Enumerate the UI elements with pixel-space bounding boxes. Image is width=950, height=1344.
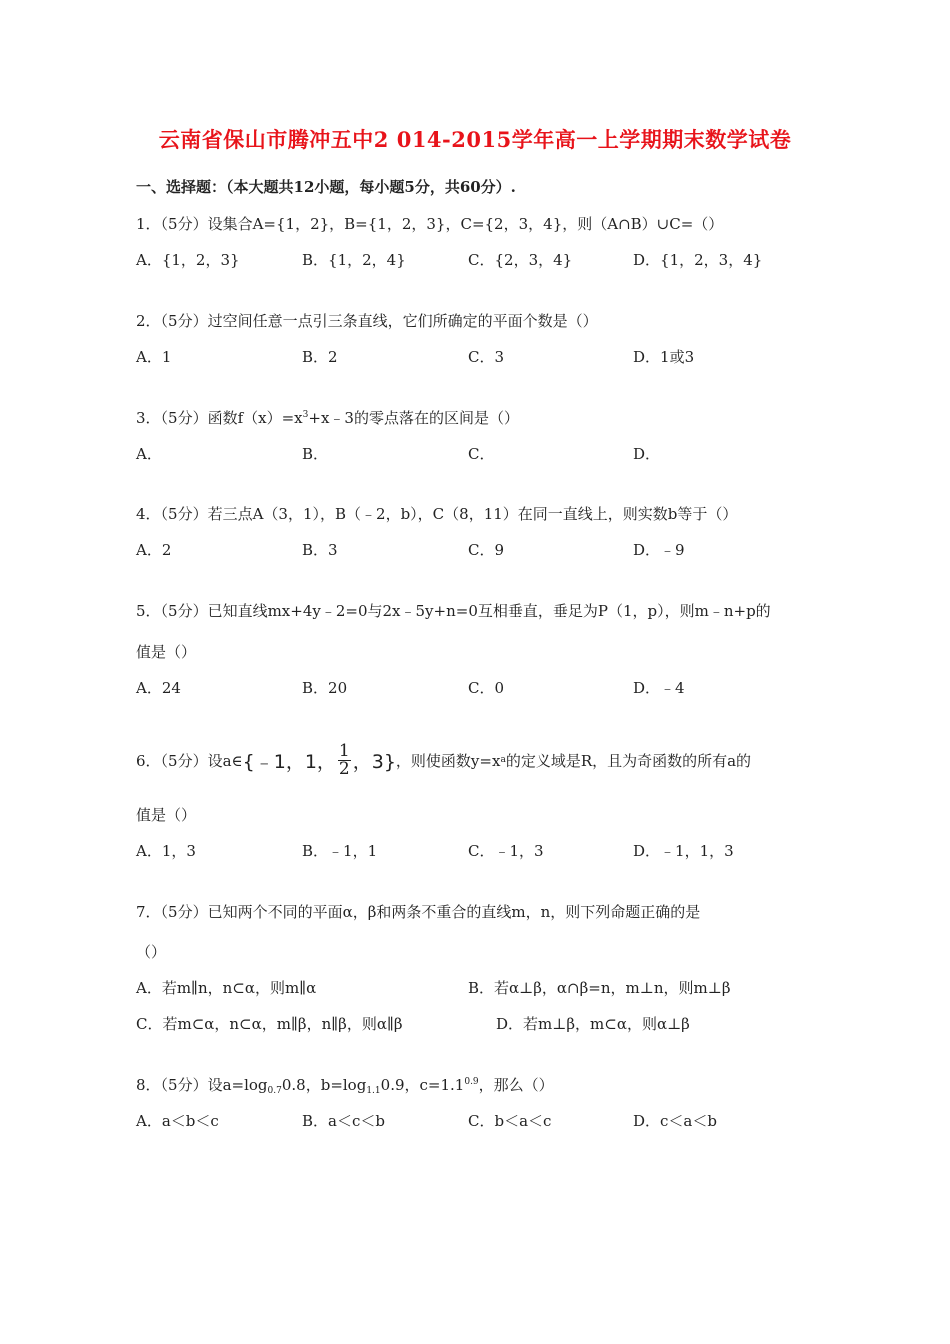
question-3-stem: [136, 407, 519, 428]
log-base: 0.7: [267, 1086, 282, 1096]
option-b: B．: [302, 445, 329, 463]
option-c: C．﹣1，3: [468, 842, 544, 860]
stem-text: ，则使函数y=x: [395, 751, 501, 770]
fraction-numerator: 1: [338, 740, 350, 761]
section-heading: 一、选择题：（本大题共12小题，每小题5分，共60分）.: [136, 178, 516, 196]
option-a: A．24: [136, 679, 181, 697]
question-1-stem: 1．（5分）设集合A={1，2}，B={1，2，3}，C={2，3，4}，则（A∩B）∪C=（）: [136, 215, 724, 233]
option-c: C．{2，3，4}: [468, 251, 573, 269]
question-6-stem: [136, 738, 751, 782]
option-b: B．{1，2，4}: [302, 251, 406, 269]
exponent: 0.9: [464, 1077, 479, 1087]
option-c: C．0: [468, 679, 505, 697]
exam-title: 云南省保山市腾冲五中2 014-2015学年高一上学期期末数学试卷: [158, 127, 792, 152]
option-a: A．1，3: [136, 842, 196, 860]
stem-text: 3．（5分）函数f（x）=x: [136, 409, 303, 427]
option-c: C．b＜a＜c: [468, 1112, 552, 1130]
option-c: C．若m⊂α，n⊂α，m∥β，n∥β，则α∥β: [136, 1015, 403, 1033]
option-d: D．﹣9: [633, 541, 685, 559]
option-a: A．: [136, 445, 162, 463]
option-a: A．2: [136, 541, 172, 559]
option-d: D．{1，2，3，4}: [633, 251, 763, 269]
question-2-options: [136, 346, 836, 368]
question-6-stem-line-2: 值是（）: [136, 806, 197, 824]
option-a: A．a＜b＜c: [136, 1112, 219, 1130]
set-close: ，3}: [352, 750, 396, 773]
question-7-options-row-2: [136, 1013, 836, 1035]
fraction-denominator: 2: [338, 758, 350, 779]
fraction: [338, 740, 351, 779]
option-a: A．1: [136, 348, 172, 366]
question-7-stem-line-1: 7．（5分）已知两个不同的平面α，β和两条不重合的直线m，n，则下列命题正确的是: [136, 903, 701, 921]
question-4-stem: 4．（5分）若三点A（3，1），B（﹣2，b），C（8，11）在同一直线上，则实数b等于（）: [136, 505, 738, 523]
stem-text: 的定义域是R，且为奇函数的所有a的: [505, 751, 752, 770]
option-b: B．2: [302, 348, 338, 366]
option-d: D．﹣1，1，3: [633, 842, 734, 860]
question-8-stem: [136, 1074, 554, 1096]
stem-text: ，那么（）: [478, 1076, 554, 1094]
question-7-stem-line-2: （）: [136, 943, 167, 961]
option-b: B．20: [302, 679, 348, 697]
option-b: B．若α⊥β，α∩β=n，m⊥n，则m⊥β: [468, 979, 731, 997]
stem-text: +x﹣3的零点落在的区间是（）: [308, 409, 519, 427]
question-5-stem-line-2: 值是（）: [136, 643, 197, 661]
option-c: C．: [468, 445, 495, 463]
question-3-options: [136, 443, 836, 465]
option-a: A．若m∥n，n⊂α，则m∥α: [136, 979, 317, 997]
stem-text: 0.9，c=1.1: [380, 1076, 465, 1094]
exponent: a: [500, 755, 506, 765]
stem-text: 8．（5分）设a=log: [136, 1076, 268, 1094]
option-d: D．若m⊥β，m⊂α，则α⊥β: [496, 1015, 690, 1033]
question-5-stem-line-1: 5．（5分）已知直线mx+4y﹣2=0与2x﹣5y+n=0互相垂直，垂足为P（1，p），则m﹣n+p的: [136, 602, 771, 620]
question-2-stem: 2．（5分）过空间任意一点引三条直线，它们所确定的平面个数是（）: [136, 312, 598, 330]
question-4-options: [136, 539, 836, 561]
option-a: A．{1，2，3}: [136, 251, 240, 269]
option-c: C．9: [468, 541, 505, 559]
option-d: D．1或3: [633, 348, 695, 366]
log-base: 1.1: [366, 1086, 381, 1096]
question-8-options: [136, 1110, 836, 1132]
question-1-options: [136, 249, 836, 271]
option-c: C．3: [468, 348, 505, 366]
option-b: B．﹣1，1: [302, 842, 378, 860]
option-d: D．: [633, 445, 661, 463]
stem-text: 6．（5分）设a∈: [136, 751, 243, 770]
option-d: D．c＜a＜b: [633, 1112, 717, 1130]
question-7-options-row-1: [136, 977, 836, 999]
question-5-options: [136, 677, 836, 699]
option-b: B．a＜c＜b: [302, 1112, 385, 1130]
option-d: D．﹣4: [633, 679, 685, 697]
exponent: 3: [302, 410, 309, 420]
stem-text: 0.8，b=log: [281, 1076, 367, 1094]
option-b: B．3: [302, 541, 338, 559]
question-6-options: [136, 840, 836, 862]
set-open: {﹣1，1，: [242, 750, 336, 773]
